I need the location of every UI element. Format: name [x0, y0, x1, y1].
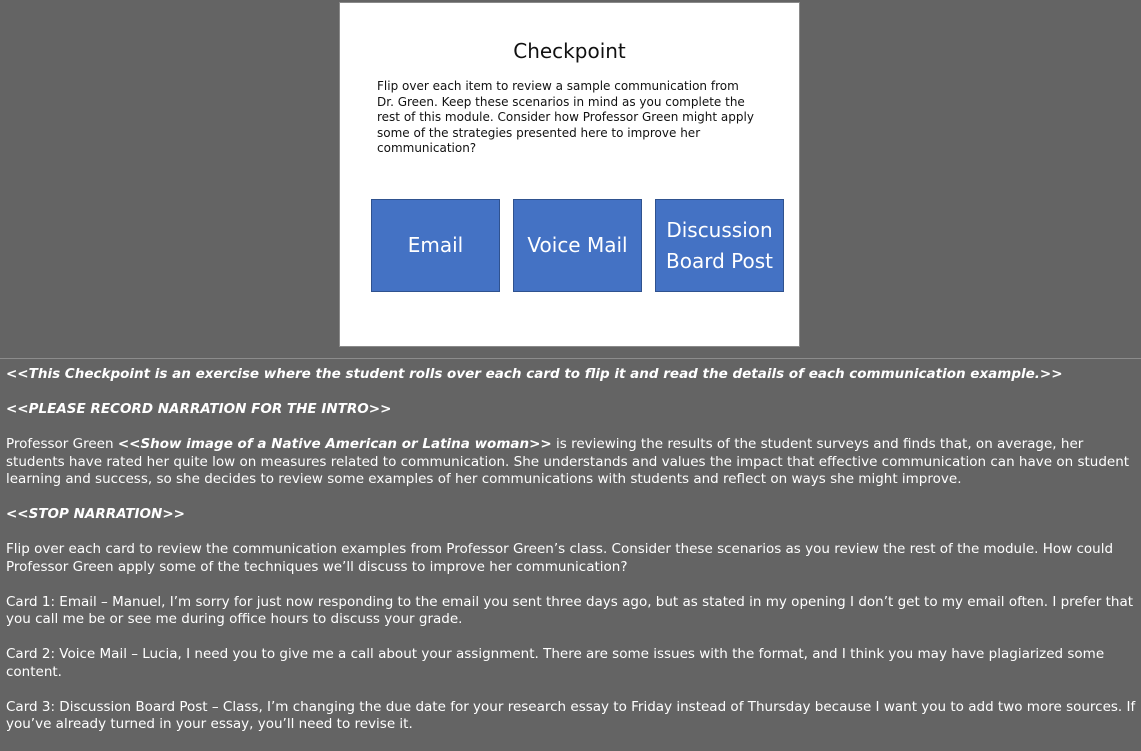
voice-mail-card-label: Voice Mail: [527, 233, 628, 257]
intro-direction: <<This Checkpoint is an exercise where the student rolls over each card to flip it and read the details of each communication example.>>: [6, 366, 1063, 382]
card2-text: Card 2: Voice Mail – Lucia, I need you to give me a call about your assignment. There are some issues with the format, and I think you may have plagiarized some content.: [6, 646, 1105, 680]
speaker-notes[interactable]: [6, 366, 1136, 751]
card1-text: Card 1: Email – Manuel, I’m sorry for just now responding to the email you sent three days ago, but as stated in my opening I don’t get to my email often. I prefer that you call me be or see me during office hours to discuss your grade.: [6, 593, 1134, 628]
email-card[interactable]: [371, 199, 500, 292]
email-card-label: Email: [407, 233, 464, 257]
card3-text: Card 3: Discussion Board Post – Class, I’m changing the due date for your research essay to Friday instead of Thursday because I want you to add two more sources. If you’ve already turned in your essay, you’ll need to revise it.: [6, 698, 1136, 733]
stop-direction: <<STOP NARRATION>>: [6, 506, 185, 523]
narration-rest: is reviewing the results of the student surveys and finds that, on average, her students have rated her quite low on measures related to communication. She understands and values the impact that effective communication can have on student learning and success, so she decides to review some examples of her communications with students and reflect on ways she might improve.: [6, 435, 1130, 488]
image-direction: <<Show image of a Native American or Latina woman>>: [117, 435, 552, 452]
narration-paragraph: [6, 436, 1136, 489]
voice-mail-card[interactable]: [513, 199, 642, 292]
slide-canvas: [339, 2, 800, 347]
narration-prefix: Professor Green: [6, 435, 118, 452]
flip-instructions: Flip over each card to review the communication examples from Professor Green’s class. Consider these scenarios as you review the rest of the module. How could Professor Green apply some of the techniques we’ll discuss to improve her communication?: [6, 541, 1114, 575]
slide-instructions: Flip over each item to review a sample communication from Dr. Green. Keep these scenarios in mind as you complete the rest of this module. Consider how Professor Green might apply some of the strategies presented here to improve her communication?: [377, 79, 754, 155]
discussion-board-post-card[interactable]: [655, 199, 784, 292]
record-direction: <<PLEASE RECORD NARRATION FOR THE INTRO>>: [6, 400, 392, 417]
slide-title: Checkpoint: [513, 39, 626, 63]
discussion-board-post-card-label: Discussion Board Post: [666, 217, 773, 273]
notes-divider[interactable]: [0, 358, 1141, 359]
